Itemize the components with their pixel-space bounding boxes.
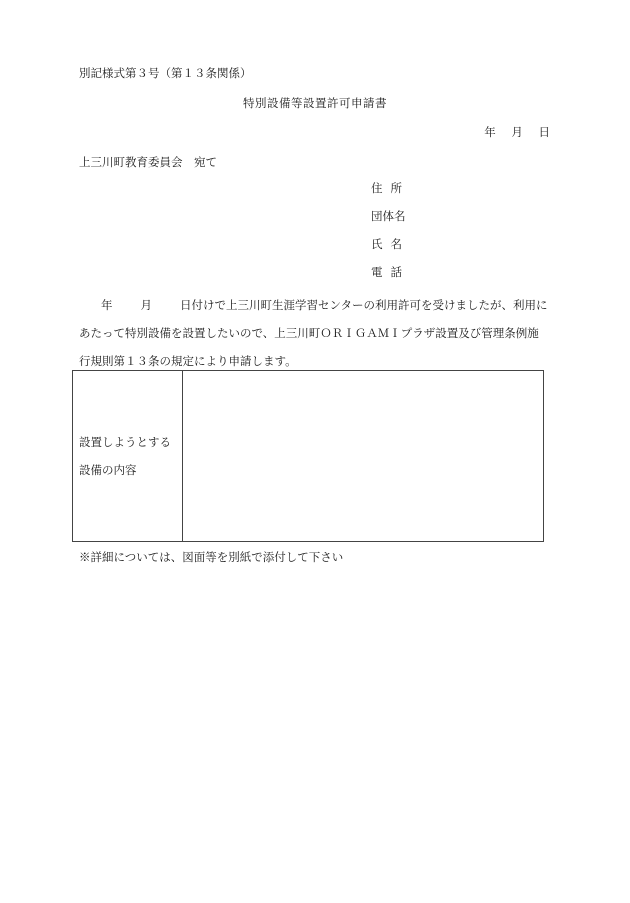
date-day-label: 日 (538, 125, 550, 139)
applicant-name-label: 氏名 (371, 237, 410, 251)
applicant-phone-label: 電話 (371, 265, 410, 279)
equipment-label-line-1: 設置しようとする (79, 435, 171, 449)
body-month-label: 月 (140, 298, 152, 312)
equipment-content-value-cell (183, 371, 543, 541)
document-title: 特別設備等設置許可申請書 (243, 96, 387, 110)
form-number: 別記様式第３号（第１３条関係） (79, 66, 252, 80)
body-line-1-text: 日付けで上三川町生涯学習センターの利用許可を受けましたが、利用に (180, 298, 548, 312)
date-line (484, 124, 550, 140)
body-line-1 (79, 291, 549, 319)
equipment-content-label-cell (73, 371, 183, 541)
applicant-address-label: 住所 (371, 181, 410, 195)
applicant-organization-label: 団体名 (371, 209, 406, 223)
body-year-label: 年 (101, 298, 113, 312)
equipment-label-line-2: 設備の内容 (79, 463, 137, 477)
date-month-label: 月 (511, 125, 523, 139)
addressee: 上三川町教育委員会 宛て (79, 155, 217, 169)
footnote: ※詳細については、図面等を別紙で添付して下さい (79, 550, 344, 564)
application-body (79, 291, 549, 375)
body-line-2: あたって特別設備を設置したいので、上三川町ＯＲＩＧＡＭＩプラザ設置及び管理条例施 (79, 326, 539, 340)
body-line-3: 行規則第１３条の規定により申請します。 (79, 354, 297, 368)
equipment-content-table (72, 370, 544, 542)
date-year-label: 年 (484, 125, 496, 139)
